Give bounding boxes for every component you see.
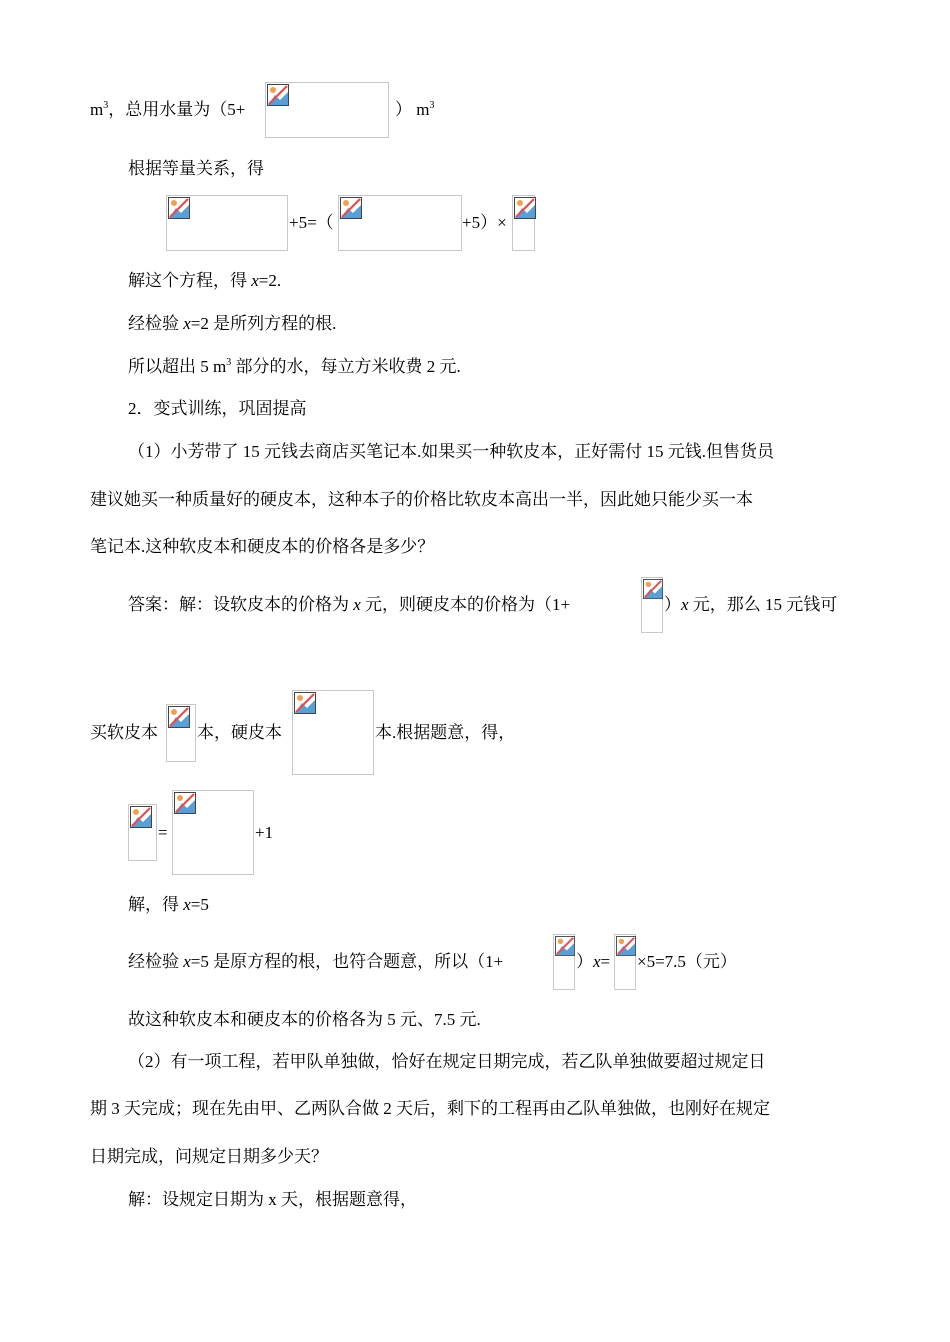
- answer-line: 答案：解：设软皮本的价格为 x 元，则硬皮本的价格为（1+: [128, 595, 571, 614]
- answer-line: 买软皮本: [90, 723, 158, 742]
- broken-image-icon: [130, 806, 152, 828]
- problem-2-line: 期 3 天完成；现在先由甲、乙两队合做 2 天后，剩下的工程再由乙队单独做，也刚好在规定: [90, 1099, 770, 1118]
- broken-image-icon: [174, 792, 196, 814]
- section-heading: 2．变式训练，巩固提高: [128, 399, 307, 418]
- broken-image-icon: [168, 706, 190, 728]
- problem-1-line: （1）小芳带了 15 元钱去商店买笔记本.如果买一种软皮本，正好需付 15 元钱.但售货员: [128, 442, 774, 461]
- formula-image: [338, 195, 462, 251]
- formula-image: [614, 934, 636, 990]
- problem-1-line: 笔记本.这种软皮本和硬皮本的价格各是多少？: [90, 537, 435, 556]
- formula-image: [553, 934, 575, 990]
- line-total-water-end: ） $m^3$: [395, 100, 435, 119]
- broken-image-icon: [340, 197, 362, 219]
- problem-1-line: 建议她买一种质量好的硬皮本，这种本子的价格比软皮本高出一半，因此她只能少买一本: [90, 490, 753, 509]
- answer-line: 本.根据题意，得，: [375, 723, 516, 742]
- broken-image-icon: [555, 936, 575, 956]
- answer-line: ）x 元，那么 15 元钱可: [664, 595, 838, 614]
- formula-image: [128, 804, 157, 861]
- formula-image: [292, 690, 374, 775]
- line-check: 经检验 x=2 是所列方程的根.: [128, 314, 337, 333]
- equation-part: +5=（: [289, 213, 334, 232]
- formula-image: [512, 195, 535, 251]
- line-conclusion: 故这种软皮本和硬皮本的价格各为 5 元、7.5 元.: [128, 1010, 481, 1029]
- formula-image: [641, 577, 663, 633]
- formula-image: [166, 195, 288, 251]
- broken-image-icon: [643, 579, 663, 599]
- line-solve: 解这个方程，得 x=2.: [128, 271, 282, 290]
- broken-image-icon: [616, 936, 636, 956]
- line-relation: 根据等量关系，得: [128, 159, 264, 178]
- line-check: ×5=7.5（元）: [637, 952, 737, 971]
- answer-line: 本，硬皮本: [197, 723, 282, 742]
- line-check: 经检验 x=5 是原方程的根，也符合题意，所以（1+: [128, 952, 504, 971]
- formula-image: [166, 704, 196, 762]
- equation-part: +1: [255, 823, 274, 842]
- problem-2-line: 日期完成，问规定日期多少天？: [90, 1147, 328, 1166]
- equation-part: =: [158, 823, 168, 842]
- problem-2-line: （2）有一项工程，若甲队单独做，恰好在规定日期完成，若乙队单独做要超过规定日: [128, 1052, 766, 1071]
- line-conclusion: 所以超出 5 $m^3$ 部分的水，每立方米收费 2 元.: [128, 357, 461, 376]
- line-total-water: $m^3$，总用水量为（5+: [90, 100, 246, 119]
- formula-image: [172, 790, 254, 875]
- broken-image-icon: [514, 197, 536, 219]
- formula-image: [265, 82, 389, 138]
- line-check: ）x=: [576, 952, 611, 971]
- line-solve: 解，得 x=5: [128, 895, 209, 914]
- line-solution-start: 解：设规定日期为 x 天，根据题意得，: [128, 1190, 417, 1209]
- broken-image-icon: [267, 84, 289, 106]
- broken-image-icon: [294, 692, 316, 714]
- equation-part: +5）×: [462, 213, 507, 232]
- broken-image-icon: [168, 197, 190, 219]
